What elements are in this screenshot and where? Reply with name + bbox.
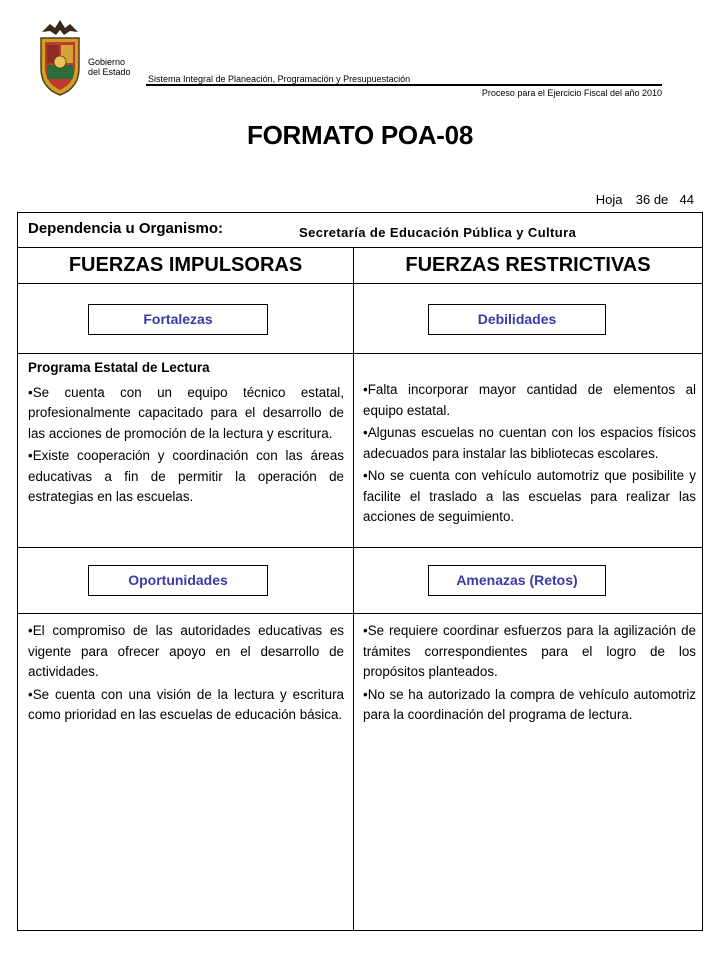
weakness-item: •Falta incorporar mayor cantidad de elementos al equipo estatal.: [363, 382, 696, 418]
government-label: [88, 57, 131, 77]
strengths-label: Fortalezas: [88, 304, 268, 335]
system-title: Sistema Integral de Planeación, Programación y Presupuestación: [148, 74, 411, 84]
threats-content: [363, 621, 696, 728]
state-seal-logo: [36, 18, 84, 98]
threat-item: •Se requiere coordinar esfuerzos para la agilización de trámites correspondientes para el logro de los propósitos planteados.: [363, 623, 696, 679]
process-text: Proceso para el Ejercicio Fiscal del año 2010: [481, 88, 662, 98]
row-divider: [18, 547, 702, 548]
column-header-row: [18, 248, 702, 284]
opportunities-label: Oportunidades: [88, 565, 268, 596]
weaknesses-label: Debilidades: [428, 304, 606, 335]
dependency-label: Dependencia u Organismo:: [28, 220, 224, 237]
weaknesses-content: [363, 380, 696, 530]
column-divider: [353, 248, 354, 931]
document-title: FORMATO POA-08: [247, 120, 473, 150]
row-divider: [18, 613, 702, 614]
driving-forces-header: FUERZAS IMPULSORAS: [68, 254, 303, 276]
page-indicator: [596, 192, 694, 207]
opportunity-item: •Se cuenta con una visión de la lectura y escritura como prioridad en las escuelas de educación básica.: [28, 686, 344, 722]
dependency-row: [18, 213, 702, 248]
page-label: Hoja: [595, 192, 623, 207]
foda-form: [17, 212, 703, 931]
threat-item: •No se ha autorizado la compra de vehículo automotriz para la coordinación del programa de lectura.: [363, 686, 696, 722]
page-current: 36: [635, 192, 651, 207]
gov-line-1: Gobierno: [88, 57, 126, 67]
page-of-label: de: [653, 192, 669, 207]
header-divider: [146, 84, 662, 86]
strengths-content: [28, 358, 344, 510]
restraining-forces-header: FUERZAS RESTRICTIVAS: [405, 254, 651, 276]
program-subtitle: Programa Estatal de Lectura: [28, 360, 210, 375]
strength-item: •Se cuenta con un equipo técnico estatal, profesionalmente capacitado para el desarrollo de las acciones de promoción de la lectura y escritura.: [28, 384, 344, 441]
gov-line-2: del Estado: [88, 67, 131, 77]
opportunity-item: •El compromiso de las autoridades educativas es vigente para ofrecer apoyo en el desarrollo de actividades.: [28, 623, 344, 679]
strength-item: •Existe cooperación y coordinación con las áreas educativas a fin de permitir la operación de estrategias en las escuelas.: [28, 448, 344, 504]
weakness-item: •Algunas escuelas no cuentan con los espacios físicos adecuados para instalar las bibliotecas escolares.: [363, 425, 696, 461]
threats-label: Amenazas (Retos): [428, 565, 606, 596]
weakness-item: •No se cuenta con vehículo automotriz que posibilite y facilite el traslado a las escuelas para realizar las acciones de seguimiento.: [363, 468, 696, 524]
row-divider: [18, 353, 702, 354]
dependency-value: Secretaría de Educación Pública y Cultura: [299, 225, 577, 240]
opportunities-content: [28, 621, 344, 728]
page-total: 44: [679, 192, 694, 207]
